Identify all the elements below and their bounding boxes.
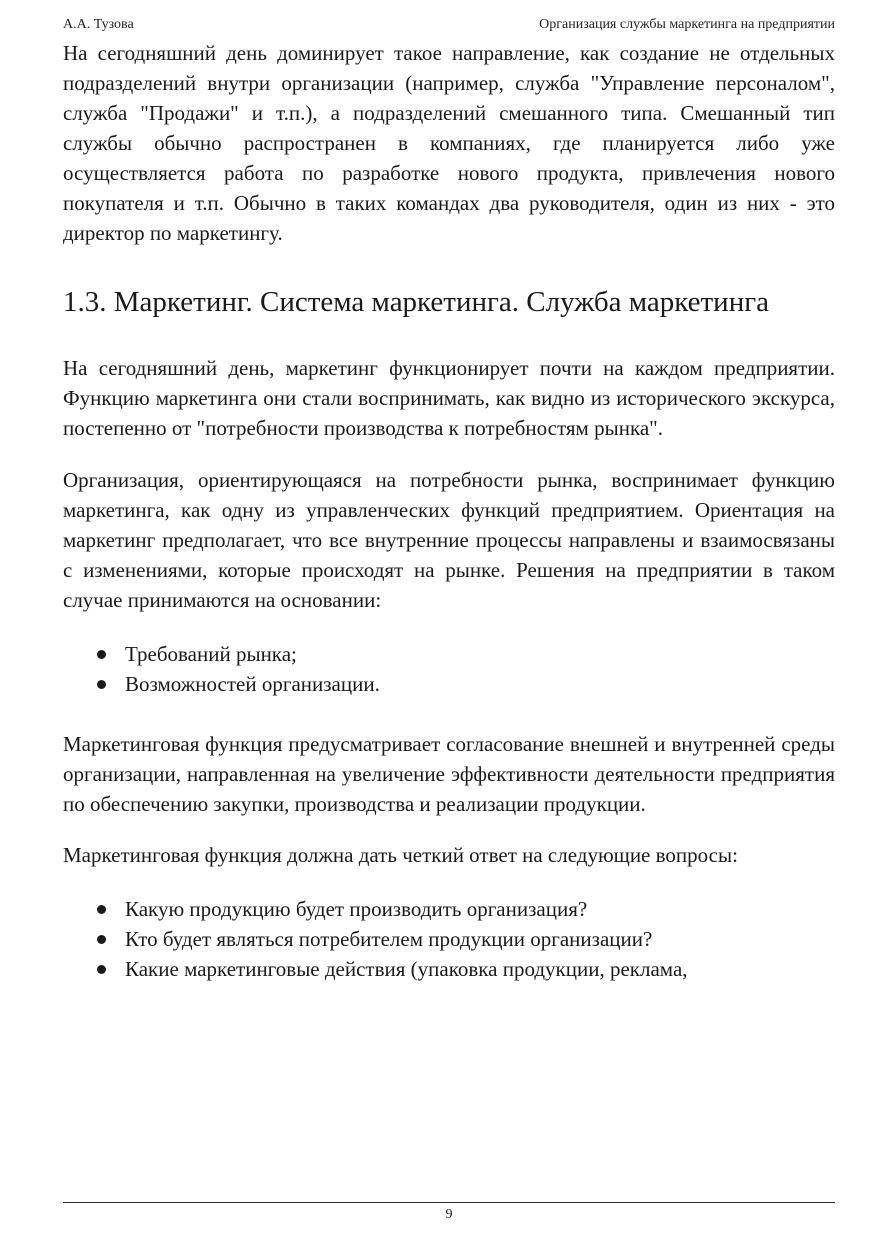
section-heading: 1.3. Маркетинг. Система маркетинга. Служба маркетинга xyxy=(63,286,769,318)
list-item: Какую продукцию будет производить организация? xyxy=(63,894,835,924)
page-number: 9 xyxy=(445,1207,453,1222)
paragraph-marketing-today: На сегодняшний день, маркетинг функционирует почти на каждом предприятии. Функцию маркетинга они стали воспринимать, как видно из исторического экскурса, постепенно от "потребности производства к потребностям рынка". xyxy=(63,356,835,440)
list-item: Какие маркетинговые действия (упаковка продукции, реклама, xyxy=(63,954,835,984)
running-header xyxy=(63,16,835,34)
bullet-list-decision-basis xyxy=(63,639,835,699)
footer-divider xyxy=(63,1202,835,1203)
page-content xyxy=(63,38,835,984)
bullet-list-questions xyxy=(63,894,835,984)
paragraph-key-questions: Маркетинговая функция должна дать четкий ответ на следующие вопросы: xyxy=(63,843,738,867)
header-document-title: Организация службы маркетинга на предприятии xyxy=(539,17,835,32)
paragraph-marketing-function: Маркетинговая функция предусматривает согласование внешней и внутренней среды организации, направленная на увеличение эффективности деятельности предприятия по обеспечению закупки, производства и реализации продукции. xyxy=(63,732,835,816)
header-author: А.А. Тузова xyxy=(63,17,134,32)
list-item: Возможностей организации. xyxy=(63,669,835,699)
list-item: Кто будет являться потребителем продукции организации? xyxy=(63,924,835,954)
paragraph-mixed-departments: На сегодняшний день доминирует такое направление, как создание не отдельных подразделений внутри организации (например, служба "Управление персоналом", служба "Продажи" и т.п.), а подразделений смешанного типа. Смешанный тип службы обычно распространен в компаниях, где планируется либо уже осуществляется работа по разработке нового продукта, привлечения нового покупателя и т.п. Обычно в таких командах два руководителя, один из них - это директор по маркетингу. xyxy=(63,41,835,245)
paragraph-market-orientation: Организация, ориентирующаяся на потребности рынка, воспринимает функцию маркетинга, как одну из управленческих функций предприятием. Ориентация на маркетинг предполагает, что все внутренние процессы направлены и взаимосвязаны с изменениями, которые происходят на рынке. Решения на предприятии в таком случае принимаются на основании: xyxy=(63,468,835,612)
document-page xyxy=(63,0,835,1241)
list-item: Требований рынка; xyxy=(63,639,835,669)
